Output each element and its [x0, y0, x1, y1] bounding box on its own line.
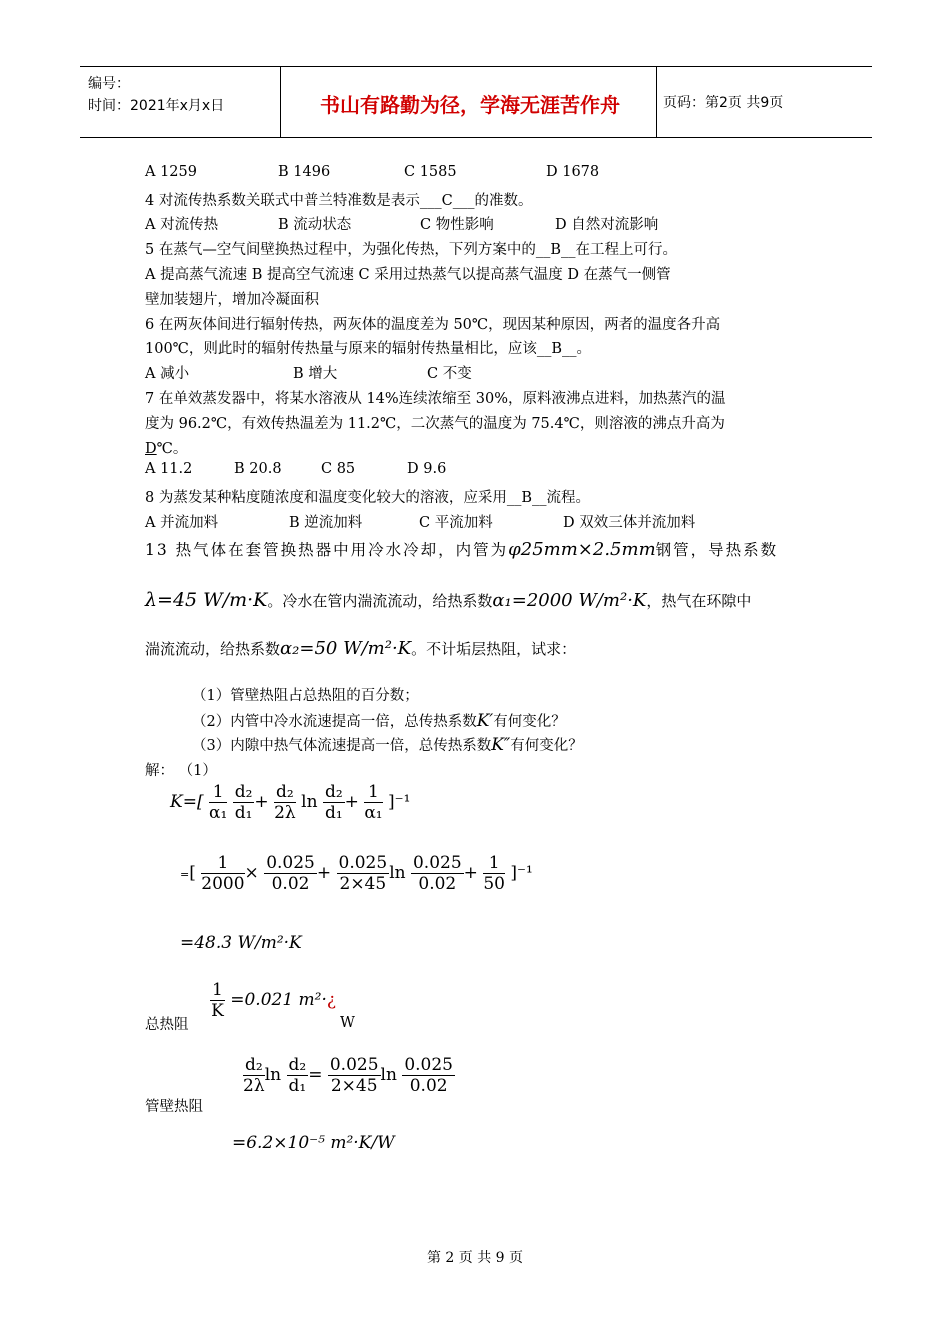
eq5-frac2 — [287, 1055, 309, 1096]
q7-line1: 7 在单效蒸发器中，将某水溶液从 14%连续浓缩至 30%，原料液沸点进料，加热蒸汽的温 — [145, 391, 726, 407]
q13-sub1: （1）管壁热阻占总热阻的百分数； — [192, 688, 419, 704]
eq4-mark: ¿ — [326, 990, 337, 1010]
q7-answer: D — [145, 441, 157, 457]
eq5-frac3-num: 0.025 — [329, 1055, 379, 1075]
alpha1-value: α₁=2000 W/m²·K — [492, 590, 647, 611]
time-label: 时间：2021年x月x日 — [88, 98, 225, 114]
eq1-frac3-num: d₂ — [276, 782, 294, 802]
eq5-frac3-den: 2×45 — [330, 1076, 378, 1096]
eq1-frac1 — [209, 782, 227, 823]
equation-k-result: =48.3 W/m²·K — [180, 933, 302, 953]
q7-option-c: C 85 — [321, 461, 356, 477]
q6-line1: 6 在两灰体间进行辐射传热，两灰体的温度差为 50℃，现因某种原因，两者的温度各升高 — [145, 317, 721, 333]
q7-option-b: B 20.8 — [234, 461, 282, 477]
eq5-frac4-den: 0.02 — [409, 1076, 448, 1096]
eq4-frac-den: K — [211, 1001, 224, 1021]
eq2-frac1-num: 1 — [201, 853, 244, 874]
equation-total-resistance — [210, 980, 336, 1021]
eq5-frac2-num: d₂ — [288, 1055, 307, 1075]
eq1-lhs: K=[ — [170, 792, 204, 812]
q4-option-c: C 物性影响 — [420, 217, 494, 233]
q13-sub2 — [192, 710, 566, 731]
eq2-frac3-num: 0.025 — [338, 853, 388, 873]
q5-options-line2: 壁加装翅片，增加冷凝面积 — [145, 292, 319, 308]
header-left — [88, 73, 224, 117]
q6-option-c: C 不变 — [427, 366, 472, 382]
q3-options — [145, 164, 599, 180]
q6-line2: 100℃，则此时的辐射传热量与原来的辐射传热量相比，应该__B__。 — [145, 341, 592, 357]
q4-answer: ___C___ — [419, 193, 475, 209]
wall-resistance-label: 管壁热阻 — [145, 1099, 203, 1115]
eq1-frac1-den: α₁ — [208, 803, 228, 823]
eq2-frac1 — [201, 853, 244, 894]
eq2-frac5-num: 1 — [483, 853, 505, 874]
eq2-frac2-den: 0.02 — [271, 874, 310, 894]
number-label: 编号： — [88, 76, 130, 92]
q3-option-d: D 1678 — [546, 164, 600, 180]
eq1-frac2-den: d₁ — [234, 803, 253, 823]
q13-line3-head: 湍流流动，给热系数 — [145, 640, 281, 658]
sub2-text: （2）内管中冷水流速提高一倍，总传热系数 — [192, 714, 477, 730]
q5-question: 5 在蒸气—空气间壁换热过程中，为强化传热，下列方案中的__B__在工程上可行。 — [145, 242, 677, 258]
equation-k-general: K=[ $\frac{1}{\text{α₁}}$ $\frac{\text{d₂}}{\text{d₁}}$ + $\frac{\text{d₂}}{2\lambda}$ ln $\frac{\text{d₂}}{\text{d₁}}$ + $\frac{1}{\text{α₁}}$ ]⁻¹ — [170, 782, 411, 823]
eq1-frac5 — [364, 782, 382, 823]
eq5-frac1-num: d₂ — [245, 1055, 263, 1075]
q4-option-d: D 自然对流影响 — [555, 217, 659, 233]
eq2-frac1-den: 2000 — [201, 874, 245, 894]
lambda-value: λ=45 W/m·K — [145, 589, 268, 611]
header-divider — [656, 67, 657, 137]
k-double-prime-symbol: K″ — [491, 735, 511, 755]
eq2-frac3-den: 2×45 — [339, 874, 387, 894]
equation-k-numeric: =[ $\frac{1}{2000}$ × $\frac{0.025}{0.02}$ + $\frac{0.025}{2\times 45}$ ln $\frac{0.025}{0.02}$ + $\frac{1}{50}$ ]⁻¹ — [180, 853, 533, 894]
q8-option-b: B 逆流加料 — [289, 515, 363, 531]
eq2-frac2 — [264, 853, 317, 894]
sub2-tail: 有何变化？ — [493, 714, 566, 730]
solution-label: 解： （1） — [145, 763, 217, 779]
q7-unit: ℃。 — [156, 441, 188, 457]
eq1-frac2 — [233, 782, 255, 823]
q4-text-tail: 的准数。 — [474, 193, 533, 209]
q8-option-a: A 并流加料 — [145, 515, 219, 531]
eq2-frac5 — [483, 853, 505, 894]
q7-line3 — [145, 437, 187, 458]
eq2-tail: ]⁻¹ — [510, 863, 533, 883]
eq5-frac4 — [402, 1055, 455, 1096]
q13-line2-mid: 。冷水在管内湍流流动，给热系数 — [267, 592, 493, 610]
equation-wall-resistance: $\frac{\text{d₂}}{2\lambda}$ ln $\frac{\text{d₂}}{\text{d₁}}$ = $\frac{0.025}{2\times 45}$ ln $\frac{0.025}{0.02}$ — [243, 1055, 453, 1096]
q13-sub3 — [192, 734, 583, 755]
q13-text: 13 热气体在套管换热器中用冷水冷却，内管为 — [145, 541, 509, 559]
q3-option-c: C 1585 — [404, 164, 457, 180]
eq5-frac4-num: 0.025 — [404, 1055, 453, 1075]
q13-line2 — [145, 589, 751, 611]
q13-text-tail: 钢管，导热系数 — [655, 541, 779, 559]
q13-line3 — [145, 638, 576, 659]
eq5-frac1-den: 2λ — [243, 1076, 265, 1096]
eq1-ln: ln — [301, 792, 318, 812]
eq2-frac4 — [411, 853, 464, 894]
q7-options — [145, 461, 446, 477]
q13-line3-tail: 。不计垢层热阻，试求： — [411, 640, 577, 658]
q8-options — [145, 511, 695, 532]
eq1-frac5-num: 1 — [364, 782, 382, 803]
eq1-frac3-den: 2λ — [274, 803, 296, 823]
eq2-prefix: = — [180, 868, 190, 881]
eq1-frac2-num: d₂ — [234, 782, 253, 802]
eq5-frac1 — [243, 1055, 265, 1096]
q5-options-line1: A 提高蒸气流速 B 提高空气流速 C 采用过热蒸气以提高蒸气温度 D 在蒸气一侧管 — [145, 267, 671, 283]
q3-option-b: B 1496 — [278, 164, 331, 180]
k-prime-symbol: K′ — [476, 711, 494, 731]
page-header — [80, 66, 872, 138]
eq1-tail: ]⁻¹ — [388, 792, 411, 812]
sub3-tail: 有何变化？ — [510, 738, 583, 754]
q8-option-c: C 平流加料 — [419, 515, 493, 531]
q7-option-d: D 9.6 — [407, 461, 447, 477]
eq1-frac1-num: 1 — [209, 782, 227, 803]
q4-option-b: B 流动状态 — [278, 217, 352, 233]
total-resistance-label: 总热阻 — [145, 1017, 189, 1033]
header-page-label: 页码：第2页 共9页 — [663, 95, 784, 111]
q4-option-a: A 对流传热 — [145, 217, 219, 233]
eq2-frac4-den: 0.02 — [418, 874, 457, 894]
eq1-frac4 — [323, 782, 345, 823]
eq4-rhs: =0.021 m²· — [230, 990, 327, 1010]
q4-text: 4 对流传热系数关联式中普兰特准数是表示 — [145, 193, 420, 209]
eq1-frac5-den: α₁ — [364, 803, 383, 823]
eq4-frac — [210, 980, 225, 1021]
eq4-frac-num: 1 — [212, 980, 223, 1000]
eq1-frac4-den: d₁ — [324, 803, 343, 823]
q8-option-d: D 双效三体并流加料 — [563, 515, 696, 531]
header-motto: 书山有路勤为径，学海无涯苦作舟 — [320, 93, 620, 117]
eq2-frac2-num: 0.025 — [266, 853, 315, 873]
pipe-spec: φ25mm×2.5mm — [508, 539, 656, 560]
sub3-text: （3）内隙中热气体流速提高一倍，总传热系数 — [192, 738, 492, 754]
q3-option-a: A 1259 — [145, 164, 197, 180]
eq1-frac4-num: d₂ — [324, 782, 343, 802]
eq2-frac5-den: 50 — [483, 874, 505, 894]
q6-option-b: B 增大 — [293, 366, 338, 382]
q13-line1 — [145, 538, 805, 560]
eq2-frac4-num: 0.025 — [412, 853, 462, 873]
q8-question: 8 为蒸发某种粘度随浓度和温度变化较大的溶液，应采用__B__流程。 — [145, 490, 590, 506]
q4-options — [145, 213, 658, 234]
q7-option-a: A 11.2 — [145, 461, 193, 477]
total-resistance-unit: W — [340, 1015, 355, 1031]
header-divider — [280, 67, 281, 137]
q6-option-a: A 减小 — [145, 366, 190, 382]
eq1-frac3 — [274, 782, 296, 823]
eq5-frac2-den: d₁ — [288, 1076, 307, 1096]
q7-line2: 度为 96.2℃，有效传热温差为 11.2℃，二次蒸气的温度为 75.4℃，则溶液的沸点升高为 — [145, 416, 725, 432]
equation-wall-result: =6.2×10⁻⁵ m²·K/W — [232, 1133, 395, 1153]
page-footer: 第 2 页 共 9 页 — [426, 1250, 524, 1266]
q6-options — [145, 362, 472, 383]
q13-line2-tail: ，热气在环隙中 — [646, 592, 752, 610]
eq5-frac3 — [328, 1055, 381, 1096]
q4-question — [145, 189, 532, 210]
eq2-frac3 — [337, 853, 390, 894]
alpha2-value: α₂=50 W/m²·K — [280, 638, 412, 659]
